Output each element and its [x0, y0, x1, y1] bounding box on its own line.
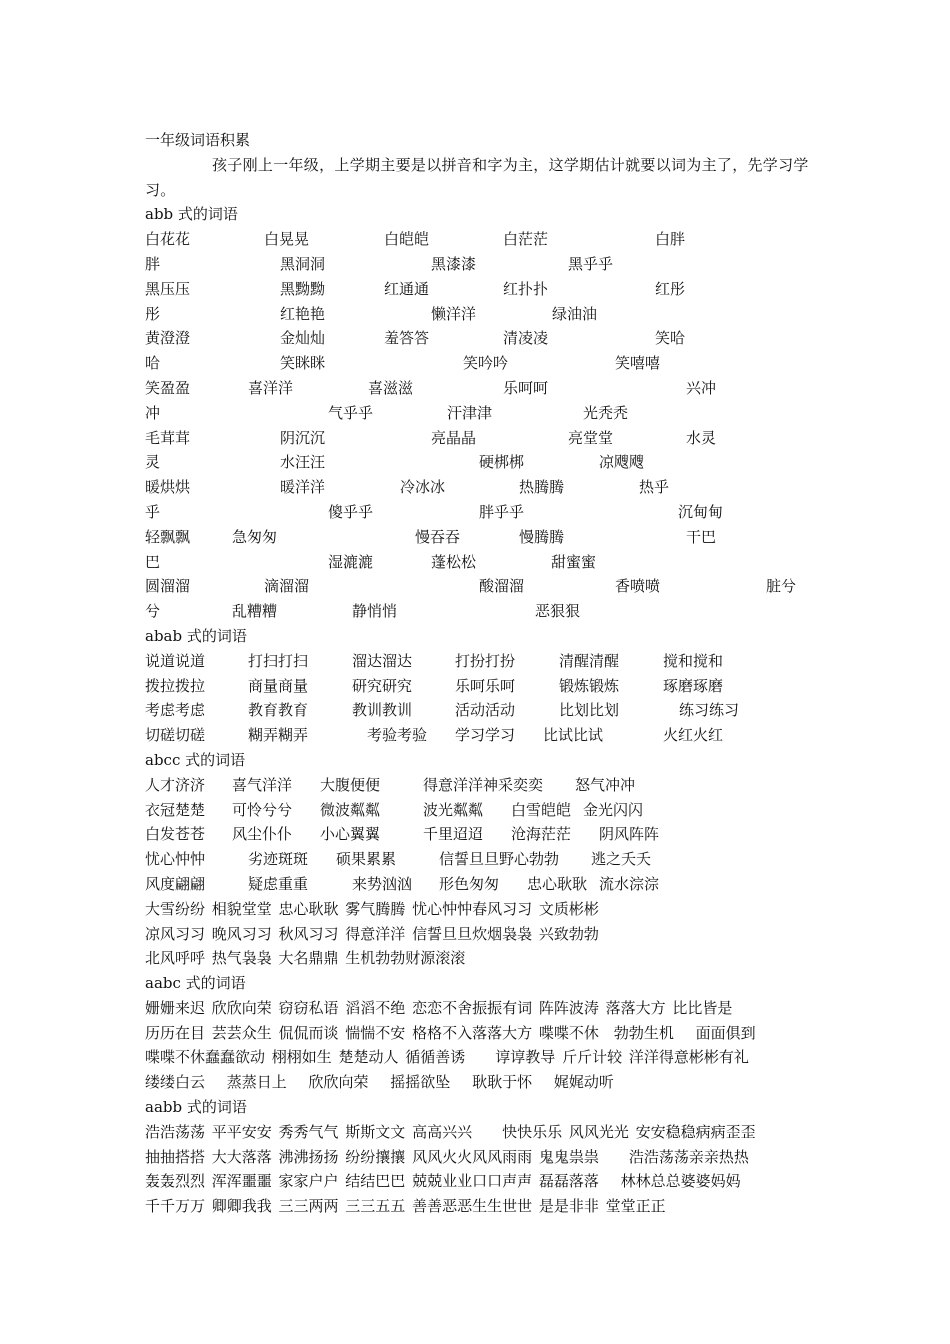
word-row	[145, 698, 815, 723]
word: 小心翼翼	[320, 825, 381, 844]
word-row	[145, 674, 815, 699]
word: 乐呵乐呵	[455, 676, 516, 695]
word-row: 缕缕白云 蒸蒸日上 欣欣向荣 摇摇欲坠 耿耿于怀 娓娓动听	[145, 1073, 614, 1092]
document-title: 一年级词语积累	[145, 131, 251, 149]
word: 笑嘻嘻	[615, 354, 661, 373]
word-row	[145, 723, 815, 748]
word: 拨拉拨拉	[145, 676, 206, 695]
word-row	[145, 649, 815, 674]
word: 白茫茫	[503, 230, 549, 249]
word: 衣冠楚楚	[145, 800, 206, 819]
word: 黑洞洞	[280, 254, 326, 273]
word-row	[145, 550, 815, 575]
word: 大腹便便	[320, 775, 381, 794]
word-row	[145, 500, 815, 525]
word: 兮	[145, 602, 161, 621]
word: 硬梆梆	[479, 453, 525, 472]
word: 彤	[145, 304, 161, 323]
word: 练习练习	[679, 701, 740, 720]
word: 阴沉沉	[280, 428, 326, 447]
word: 喜洋洋	[248, 378, 294, 397]
word: 亮晶晶	[431, 428, 477, 447]
word: 绿油油	[552, 304, 598, 323]
word-row	[145, 450, 815, 475]
section-heading-abcc: abcc 式的词语	[145, 750, 246, 769]
word: 忧心忡忡	[145, 850, 206, 869]
word: 比划比划	[559, 701, 620, 720]
section-heading-abab: abab 式的词语	[145, 626, 247, 645]
word: 来势汹汹	[352, 874, 413, 893]
word: 笑盈盈	[145, 378, 191, 397]
word: 教育教育	[248, 701, 309, 720]
word: 金光闪闪	[583, 800, 644, 819]
section-heading-abb: abb 式的词语	[145, 205, 238, 224]
word: 波光粼粼	[423, 800, 484, 819]
word: 阴风阵阵	[599, 825, 660, 844]
word: 羞答答	[384, 329, 430, 348]
word: 白雪皑皑	[511, 800, 572, 819]
word: 劣迹斑斑	[248, 850, 309, 869]
word-row: 姗姗来迟 欣欣向荣 窃窃私语 滔滔不绝 恋恋不舍振振有词 阵阵波涛 落落大方 比比皆是	[145, 998, 733, 1017]
word: 蓬松松	[431, 552, 477, 571]
word: 酸溜溜	[479, 577, 525, 596]
word: 笑哈	[655, 329, 686, 348]
word: 清醒清醒	[559, 651, 620, 670]
word-row	[145, 401, 815, 426]
word-row	[145, 872, 815, 897]
word: 微波粼粼	[320, 800, 381, 819]
word: 搅和搅和	[663, 651, 724, 670]
word: 白胖	[655, 230, 686, 249]
word: 红彤	[655, 279, 686, 298]
word: 脏兮	[766, 577, 797, 596]
word: 疑虑重重	[248, 874, 309, 893]
word-row	[145, 302, 815, 327]
word: 比试比试	[543, 726, 604, 745]
word: 琢磨琢磨	[663, 676, 724, 695]
word: 巴	[145, 552, 161, 571]
word: 风尘仆仆	[232, 825, 293, 844]
word-row	[145, 326, 815, 351]
word: 打扮打扮	[455, 651, 516, 670]
document-page	[145, 128, 815, 1219]
word-row: 历历在目 芸芸众生 侃侃而谈 惴惴不安 格格不入落落大方 喋喋不休 勃勃生机 面面俱到	[145, 1023, 756, 1042]
word: 暖洋洋	[280, 478, 326, 497]
word-row: 抽抽搭搭 大大落落 沸沸扬扬 纷纷攘攘 风风火火风风雨雨 鬼鬼祟祟 浩浩荡荡亲亲热热	[145, 1147, 749, 1166]
word: 水汪汪	[280, 453, 326, 472]
word: 乱糟糟	[232, 602, 278, 621]
word: 白晃晃	[264, 230, 310, 249]
word-row: 轰轰烈烈 浑浑噩噩 家家户户 结结巴巴 兢兢业业口口声声 磊磊落落 林林总总婆婆妈妈	[145, 1172, 741, 1191]
word: 风度翩翩	[145, 874, 206, 893]
word: 光秃秃	[583, 403, 629, 422]
word: 红通通	[384, 279, 430, 298]
word: 汗津津	[447, 403, 493, 422]
word: 清凌凌	[503, 329, 549, 348]
word: 黑漆漆	[431, 254, 477, 273]
word: 哈	[145, 354, 161, 373]
word-row	[145, 822, 815, 847]
word: 学习学习	[455, 726, 516, 745]
word: 白花花	[145, 230, 191, 249]
word: 喜气洋洋	[232, 775, 293, 794]
word: 懒洋洋	[431, 304, 477, 323]
word: 考验考验	[367, 726, 428, 745]
word-row: 浩浩荡荡 平平安安 秀秀气气 斯斯文文 高高兴兴 快快乐乐 风风光光 安安稳稳病病歪歪	[145, 1122, 756, 1141]
word: 沉甸甸	[678, 502, 724, 521]
word: 金灿灿	[280, 329, 326, 348]
word: 干巴	[686, 527, 717, 546]
word: 教训教训	[352, 701, 413, 720]
word: 怒气冲冲	[575, 775, 636, 794]
word-row: 大雪纷纷 相貌堂堂 忠心耿耿 雾气腾腾 忧心忡忡春风习习 文质彬彬	[145, 899, 599, 918]
word: 亮堂堂	[568, 428, 614, 447]
word: 火红火红	[663, 726, 724, 745]
word-row: 凉风习习 晚风习习 秋风习习 得意洋洋 信誓旦旦炊烟袅袅 兴致勃勃	[145, 924, 599, 943]
word: 活动活动	[455, 701, 516, 720]
word: 红艳艳	[280, 304, 326, 323]
word: 红扑扑	[503, 279, 549, 298]
word: 得意洋洋神采奕奕	[423, 775, 544, 794]
word: 白皑皑	[384, 230, 430, 249]
word: 研究研究	[352, 676, 413, 695]
intro-paragraph: 孩子刚上一年级，上学期主要是以拼音和字为主，这学期估计就要以词为主了，先学习学习。	[145, 155, 809, 199]
word: 凉飕飕	[599, 453, 645, 472]
word: 乐呵呵	[503, 378, 549, 397]
word: 形色匆匆	[439, 874, 500, 893]
word: 说道说道	[145, 651, 206, 670]
word: 人才济济	[145, 775, 206, 794]
word-row: 千千万万 卿卿我我 三三两两 三三五五 善善恶恶生生世世 是是非非 堂堂正正	[145, 1197, 666, 1216]
word: 气乎乎	[328, 403, 374, 422]
word: 慢腾腾	[519, 527, 565, 546]
word-row	[145, 599, 815, 624]
word: 溜达溜达	[352, 651, 413, 670]
word: 甜蜜蜜	[551, 552, 597, 571]
word: 慢吞吞	[415, 527, 461, 546]
word: 兴冲	[686, 378, 717, 397]
word: 黑压压	[145, 279, 191, 298]
word: 急匆匆	[232, 527, 278, 546]
word: 傻乎乎	[328, 502, 374, 521]
word: 考虑考虑	[145, 701, 206, 720]
word: 喜滋滋	[368, 378, 414, 397]
word: 白发苍苍	[145, 825, 206, 844]
word: 恶狠狠	[535, 602, 581, 621]
word: 流水淙淙	[599, 874, 660, 893]
word: 轻飘飘	[145, 527, 191, 546]
word: 热腾腾	[519, 478, 565, 497]
word-row	[145, 798, 815, 823]
word-row	[145, 475, 815, 500]
word: 黑黝黝	[280, 279, 326, 298]
word: 毛茸茸	[145, 428, 191, 447]
word-row	[145, 351, 815, 376]
word: 硕果累累	[336, 850, 397, 869]
word: 笑眯眯	[280, 354, 326, 373]
word-row	[145, 252, 815, 277]
word: 热乎	[639, 478, 670, 497]
word-row: 喋喋不休蠢蠢欲动 栩栩如生 楚楚动人 循循善诱 谆谆教导 斤斤计较 洋洋得意彬彬有礼	[145, 1048, 749, 1067]
word: 锻炼锻炼	[559, 676, 620, 695]
word: 湿漉漉	[328, 552, 374, 571]
word: 黑乎乎	[568, 254, 614, 273]
word-row	[145, 426, 815, 451]
word-row	[145, 525, 815, 550]
word: 千里迢迢	[423, 825, 484, 844]
word: 香喷喷	[615, 577, 661, 596]
word: 胖乎乎	[479, 502, 525, 521]
word-row	[145, 847, 815, 872]
word: 商量商量	[248, 676, 309, 695]
word: 打扫打扫	[248, 651, 309, 670]
word: 可怜兮兮	[232, 800, 293, 819]
word: 暖烘烘	[145, 478, 191, 497]
word-row	[145, 574, 815, 599]
section-heading-aabc: aabc 式的词语	[145, 974, 246, 993]
word: 静悄悄	[352, 602, 398, 621]
section-heading-aabb: aabb 式的词语	[145, 1098, 247, 1117]
word: 冷冰冰	[400, 478, 446, 497]
word: 切磋切磋	[145, 726, 206, 745]
word-row	[145, 773, 815, 798]
word: 逃之夭夭	[591, 850, 652, 869]
word: 滴溜溜	[264, 577, 310, 596]
word: 冲	[145, 403, 161, 422]
word: 圆溜溜	[145, 577, 191, 596]
word: 水灵	[686, 428, 717, 447]
word: 忠心耿耿	[527, 874, 588, 893]
word-row	[145, 376, 815, 401]
word: 糊弄糊弄	[248, 726, 309, 745]
word: 胖	[145, 254, 161, 273]
word-row	[145, 227, 815, 252]
word: 黄澄澄	[145, 329, 191, 348]
word: 信誓旦旦野心勃勃	[439, 850, 560, 869]
word: 灵	[145, 453, 161, 472]
word: 乎	[145, 502, 161, 521]
word: 笑吟吟	[463, 354, 509, 373]
word-row: 北风呼呼 热气袅袅 大名鼎鼎 生机勃勃财源滚滚	[145, 949, 466, 968]
word-row	[145, 277, 815, 302]
word: 沧海茫茫	[511, 825, 572, 844]
